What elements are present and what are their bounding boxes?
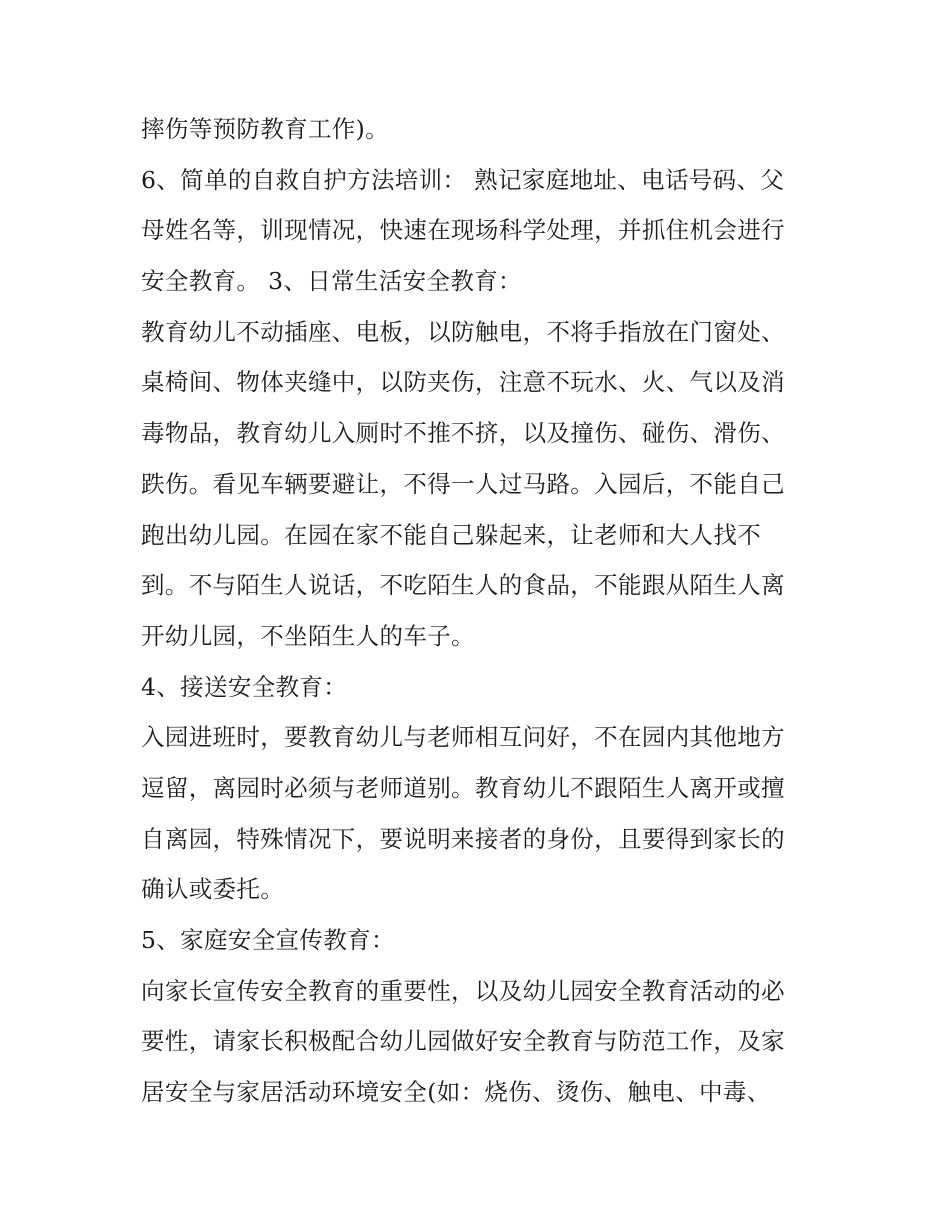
text-line: 逗留，离园时必须与老师道别。教育幼儿不跟陌生人离开或擅 [141,773,785,802]
text-line: 母姓名等，训现情况，快速在现场科学处理，并抓住机会进行 [141,216,785,245]
section-heading: 4、接送安全教育： [141,672,348,701]
text-line: 到。不与陌生人说话，不吃陌生人的食品，不能跟从陌生人离 [141,571,785,600]
text-line: 跌伤。看见车辆要避让，不得一人过马路。入园后，不能自己 [141,469,785,498]
section-heading: 5、家庭安全宣传教育： [141,926,395,954]
text-line: 居安全与家居活动环境安全(如：烧伤、烫伤、触电、中毒、 [141,1078,771,1107]
text-line: 向家长宣传安全教育的重要性，以及幼儿园安全教育活动的必 [141,976,785,1005]
text-line: 要性，请家长积极配合幼儿园做好安全教育与防范工作，及家 [141,1027,785,1056]
text-line: 桌椅间、物体夹缝中，以防夹伤，注意不玩水、火、气以及消 [141,368,785,397]
text-line: 教育幼儿不动插座、电板，以防触电，不将手指放在门窗处、 [141,317,785,346]
text-line: 确认或委托。 [141,875,285,904]
text-line: 安全教育。 3、日常生活安全教育： [141,267,522,296]
text-line: 毒物品，教育幼儿入厕时不推不挤，以及撞伤、碰伤、滑伤、 [141,419,785,448]
text-line: 跑出幼儿园。在园在家不能自己躲起来，让老师和大人找不 [141,520,762,549]
text-line: 自离园，特殊情况下，要说明来接者的身份，且要得到家长的 [141,824,785,853]
text-line: 摔伤等预防教育工作)。 [141,115,390,143]
text-line: 开幼儿园，不坐陌生人的车子。 [141,621,475,650]
text-line: 6、简单的自救自护方法培训： 熟记家庭地址、电话号码、父 [141,165,785,194]
document-body [141,104,821,1118]
text-line: 入园进班时，要教育幼儿与老师相互问好，不在园内其他地方 [141,723,785,752]
